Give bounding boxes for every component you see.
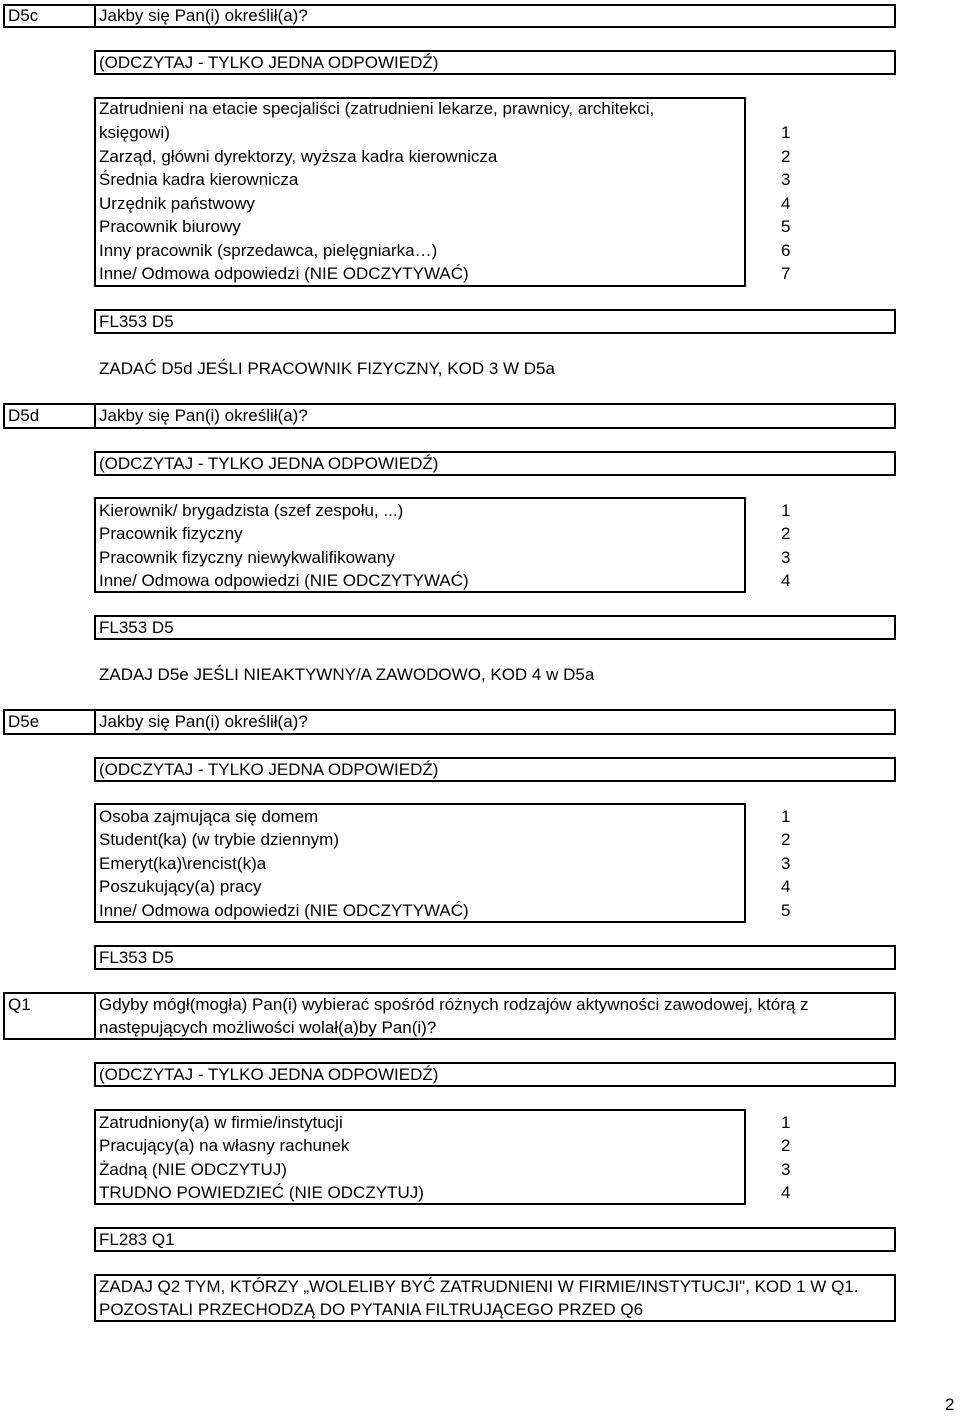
d5d-question-text: Jakby się Pan(i) określił(a)? [99, 406, 308, 425]
d5d-filter-text: FL353 D5 [99, 618, 174, 637]
q1-option-code: 1 [781, 1113, 791, 1132]
d5c-option-label: Inne/ Odmowa odpowiedzi (NIE ODCZYTYWAĆ) [99, 264, 469, 283]
d5c-question-id: D5c [8, 6, 39, 25]
d5c-option-code: 6 [781, 241, 791, 260]
d5c-filter-text: FL353 D5 [99, 312, 174, 331]
d5d-option-label: Inne/ Odmowa odpowiedzi (NIE ODCZYTYWAĆ) [99, 571, 469, 590]
d5e-option-label: Emeryt(ka)\rencist(k)a [99, 854, 267, 873]
d5e-option-code: 3 [781, 854, 791, 873]
d5e-option-label: Osoba zajmująca się domem [99, 807, 319, 826]
d5d-option-label: Pracownik fizyczny niewykwalifikowany [99, 548, 395, 567]
d5c-routing-instruction: ZADAĆ D5d JEŚLI PRACOWNIK FIZYCZNY, KOD 3 W D5a [99, 359, 555, 378]
d5e-option-code: 5 [781, 901, 791, 920]
d5c-question-text: Jakby się Pan(i) określił(a)? [99, 6, 308, 25]
d5c-instruction-text: (ODCZYTAJ - TYLKO JEDNA ODPOWIEDŹ) [99, 53, 439, 72]
d5d-routing-instruction: ZADAJ D5e JEŚLI NIEAKTYWNY/A ZAWODOWO, KOD 4 w D5a [99, 665, 595, 684]
d5e-option-label: Student(ka) (w trybie dziennym) [99, 830, 339, 849]
q1-question-text: Gdyby mógł(mogła) Pan(i) wybierać spośród różnych rodzajów aktywności zawodowej, którą z następujących możliwości wolał(a)by Pan(i)? [99, 995, 809, 1037]
d5e-filter-text: FL353 D5 [99, 948, 174, 967]
d5e-option-code: 2 [781, 830, 791, 849]
q1-option-label: Żadną (NIE ODCZYTUJ) [99, 1160, 287, 1179]
d5c-option-label: Inny pracownik (sprzedawca, pielęgniarka…) [99, 241, 438, 260]
d5d-option-code: 3 [781, 548, 791, 567]
d5c-filter-box [94, 309, 896, 334]
q1-option-code: 2 [781, 1136, 791, 1155]
q1-routing-instruction: ZADAJ Q2 TYM, KTÓRZY „WOLELIBY BYĆ ZATRUDNIENI W FIRMIE/INSTYTUCJI", KOD 1 W Q1. POZOSTALI PRZECHODZĄ DO PYTANIA FILTRUJĄCEGO PRZED Q6 [99, 1277, 859, 1319]
q1-filter-text: FL283 Q1 [99, 1230, 175, 1249]
d5d-option-code: 4 [781, 571, 791, 590]
d5d-option-label: Kierownik/ brygadzista (szef zespołu, ...) [99, 501, 404, 520]
d5c-option-label: Urzędnik państwowy [99, 194, 255, 213]
d5e-filter-box [94, 945, 896, 970]
q1-option-code: 4 [781, 1183, 791, 1202]
d5c-option-code: 4 [781, 194, 791, 213]
d5c-option-code: 2 [781, 147, 791, 166]
d5c-option-code: 7 [781, 264, 791, 283]
d5e-option-label: Inne/ Odmowa odpowiedzi (NIE ODCZYTYWAĆ) [99, 901, 469, 920]
d5d-option-code: 1 [781, 501, 791, 520]
d5c-option-code: 5 [781, 217, 791, 236]
q1-option-label: TRUDNO POWIEDZIEĆ (NIE ODCZYTUJ) [99, 1183, 424, 1202]
q1-option-label: Pracujący(a) na własny rachunek [99, 1136, 350, 1155]
d5c-option-label: Średnia kadra kierownicza [99, 170, 299, 189]
d5c-option-label: księgowi) [99, 123, 170, 142]
q1-option-code: 3 [781, 1160, 791, 1179]
d5e-option-code: 1 [781, 807, 791, 826]
d5c-option-label: Zarząd, główni dyrektorzy, wyższa kadra kierownicza [99, 147, 498, 166]
d5e-instruction-text: (ODCZYTAJ - TYLKO JEDNA ODPOWIEDŹ) [99, 760, 439, 779]
d5c-option-label: Zatrudnieni na etacie specjaliści (zatrudnieni lekarze, prawnicy, architekci, [99, 99, 655, 118]
d5d-question-id: D5d [8, 406, 40, 425]
d5c-option-code: 1 [781, 123, 791, 142]
q1-question-id: Q1 [8, 995, 31, 1014]
d5d-instruction-text: (ODCZYTAJ - TYLKO JEDNA ODPOWIEDŹ) [99, 454, 439, 473]
d5c-option-label: Pracownik biurowy [99, 217, 241, 236]
d5d-filter-box [94, 615, 896, 640]
d5d-option-code: 2 [781, 524, 791, 543]
d5e-option-code: 4 [781, 877, 791, 896]
d5e-option-label: Poszukujący(a) pracy [99, 877, 262, 896]
d5c-option-code: 3 [781, 170, 791, 189]
d5e-question-text: Jakby się Pan(i) określił(a)? [99, 712, 308, 731]
q1-filter-box [94, 1227, 896, 1252]
q1-instruction-text: (ODCZYTAJ - TYLKO JEDNA ODPOWIEDŹ) [99, 1065, 439, 1084]
page-number: 2 [945, 1395, 955, 1414]
q1-option-label: Zatrudniony(a) w firmie/instytucji [99, 1113, 343, 1132]
d5e-question-id: D5e [8, 712, 40, 731]
d5d-option-label: Pracownik fizyczny [99, 524, 243, 543]
